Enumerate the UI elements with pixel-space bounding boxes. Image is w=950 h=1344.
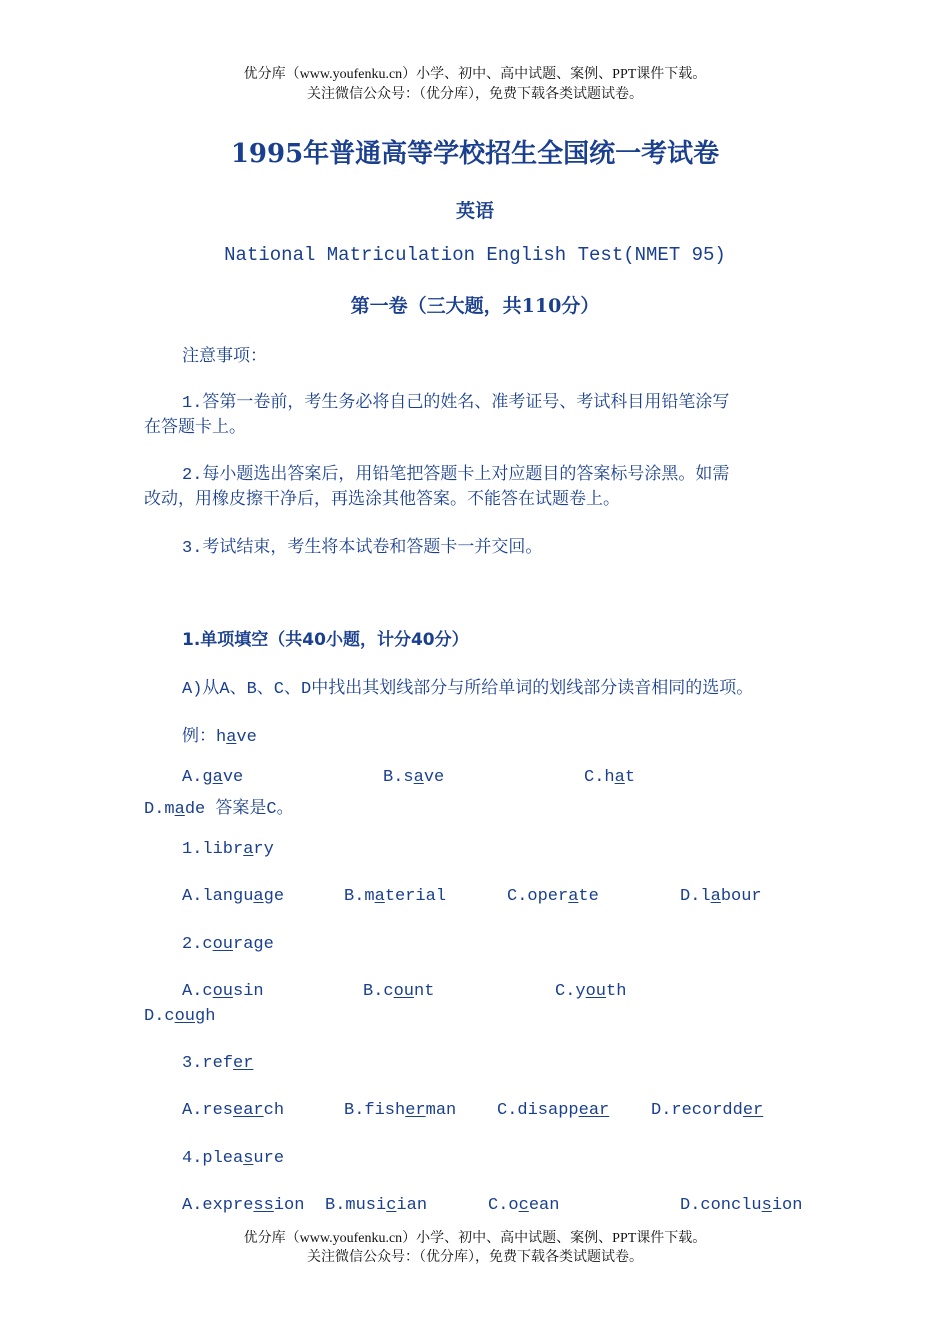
question-1-option-c: C.operate (507, 887, 599, 906)
note-item-1a: 1.答第一卷前，考生务必将自己的姓名、准考证号、考试科目用铅笔涂写 (182, 394, 730, 413)
question-2-word: 2.courage (182, 935, 274, 954)
example-line (182, 721, 257, 747)
question-3-option-b: B.fisherman (344, 1101, 457, 1120)
example-prefix: 例： (182, 728, 216, 747)
question-2-option-d: D.cough (144, 1007, 216, 1026)
header-line-1: 优分库（www.youfenku.cn）小学、初中、高中试题、案例、PPT课件下载。 (243, 67, 707, 82)
question-3-option-a: A.research (182, 1101, 285, 1120)
note-item-2a: 2.每小题选出答案后，用铅笔把答题卡上对应题目的答案标号涂黑。如需 (182, 466, 730, 485)
question-3-option-d: D.recordder (651, 1101, 764, 1120)
question-4-option-b: B.musician (325, 1196, 428, 1215)
question-1-option-a: A.language (182, 887, 285, 906)
example-answer: 答案是C。 (205, 800, 294, 819)
question-2-option-a: A.cousin (182, 982, 264, 1001)
footer-line-2: 关注微信公众号：（优分库），免费下载各类试题试卷。 (307, 1250, 643, 1265)
question-3-word: 3.refer (182, 1054, 254, 1073)
header-line-2: 关注微信公众号：（优分库），免费下载各类试题试卷。 (307, 87, 643, 102)
volume-heading: 第一卷（三大题，共110分） (350, 295, 600, 317)
footer-line-1: 优分库（www.youfenku.cn）小学、初中、高中试题、案例、PPT课件下载。 (243, 1231, 707, 1246)
note-item-1b: 在答题卡上。 (144, 419, 246, 438)
note-item-2b: 改动，用橡皮擦干净后，再选涂其他答案。不能答在试题卷上。 (144, 491, 620, 510)
question-4-word: 4.pleasure (182, 1149, 285, 1168)
document-title: 1995年普通高等学校招生全国统一考试卷 (230, 139, 720, 169)
question-2-option-c: C.youth (555, 982, 627, 1001)
example-option-d: D.made 答案是C。 (144, 800, 294, 819)
section-1-heading: 1.单项填空（共40小题，计分40分） (182, 630, 469, 650)
question-4-option-a: A.expression (182, 1196, 305, 1215)
question-1-option-d: D.labour (680, 887, 762, 906)
notes-heading: 注意事项： (182, 348, 267, 367)
question-4-option-d: D.conclusion (680, 1196, 803, 1215)
subject-heading: 英语 (455, 200, 494, 222)
section-1-instruction: A)从A、B、C、D中找出其划线部分与所给单词的划线部分读音相同的选项。 (182, 680, 754, 699)
example-option-b: B.save (383, 768, 445, 787)
question-1-option-b: B.material (344, 887, 447, 906)
question-3-option-c: C.disappear (497, 1101, 610, 1120)
example-option-a: A.gave (182, 768, 244, 787)
example-word: have (216, 728, 257, 747)
question-4-option-c: C.ocean (488, 1196, 560, 1215)
test-name: National Matriculation English Test(NMET 95) (224, 244, 726, 266)
note-item-3: 3.考试结束，考生将本试卷和答题卡一并交回。 (182, 539, 543, 558)
example-option-c: C.hat (584, 768, 636, 787)
question-2-option-b: B.count (363, 982, 435, 1001)
question-1-word: 1.library (182, 840, 274, 859)
